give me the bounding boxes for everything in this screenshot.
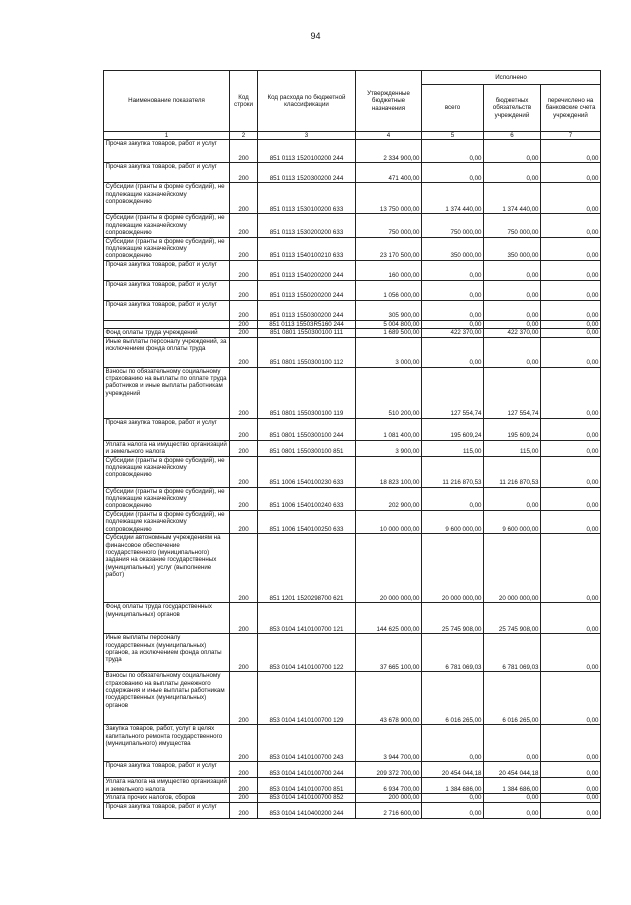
row-executed-transfer: 0,00	[541, 329, 601, 337]
row-approved: 5 004 800,00	[356, 320, 422, 328]
row-name: Субсидии (гранты в форме субсидий), не подлежащие казначейскому сопровождению	[104, 456, 230, 487]
row-executed-total: 0,00	[422, 320, 484, 328]
row-expense-code: 851 0113 1550200200 244	[258, 280, 356, 300]
row-approved: 1 056 000,00	[356, 280, 422, 300]
row-line-code: 200	[230, 163, 258, 183]
table-row	[104, 634, 601, 672]
row-executed-total: 25 745 908,00	[422, 603, 484, 634]
row-name: Прочая закупка товаров, работ и услуг	[104, 762, 230, 778]
row-executed-total: 1 374 440,00	[422, 183, 484, 214]
row-line-code: 200	[230, 337, 258, 367]
row-executed-total: 0,00	[422, 337, 484, 367]
row-line-code: 200	[230, 603, 258, 634]
row-expense-code: 853 0104 1410100700 851	[258, 778, 356, 794]
table-row	[104, 762, 601, 778]
row-executed-transfer: 0,00	[541, 440, 601, 456]
row-executed-transfer: 0,00	[541, 725, 601, 762]
row-executed-obligations: 1 384 686,00	[484, 778, 541, 794]
row-executed-total: 0,00	[422, 487, 484, 510]
row-approved: 2 716 600,00	[356, 802, 422, 818]
table-row	[104, 794, 601, 802]
header-name: Наименование показателя	[104, 71, 230, 132]
row-approved: 305 900,00	[356, 300, 422, 320]
row-approved: 160 000,00	[356, 260, 422, 280]
row-name: Прочая закупка товаров, работ и услуг	[104, 802, 230, 818]
row-executed-transfer: 0,00	[541, 163, 601, 183]
row-expense-code: 851 0113 1550300200 244	[258, 300, 356, 320]
row-executed-obligations: 6 781 069,03	[484, 634, 541, 672]
row-line-code: 200	[230, 237, 258, 260]
row-approved: 1 689 500,00	[356, 329, 422, 337]
row-approved: 3 000,00	[356, 337, 422, 367]
row-executed-total: 9 600 000,00	[422, 510, 484, 533]
row-executed-total: 6 016 265,00	[422, 672, 484, 725]
row-executed-obligations: 0,00	[484, 140, 541, 163]
row-executed-total: 0,00	[422, 725, 484, 762]
row-expense-code: 851 0801 1550300100 244	[258, 418, 356, 440]
row-executed-transfer: 0,00	[541, 418, 601, 440]
row-approved: 13 750 000,00	[356, 183, 422, 214]
row-expense-code: 851 0113 1530200200 633	[258, 214, 356, 237]
row-executed-transfer: 0,00	[541, 672, 601, 725]
row-executed-transfer: 0,00	[541, 183, 601, 214]
row-line-code: 200	[230, 260, 258, 280]
header-line-code: Код строки	[230, 71, 258, 132]
row-executed-total: 6 781 069,03	[422, 634, 484, 672]
row-expense-code: 851 1006 1540100240 633	[258, 487, 356, 510]
row-expense-code: 853 0104 1410100700 852	[258, 794, 356, 802]
row-line-code: 200	[230, 778, 258, 794]
row-name: Уплата налога на имущество организаций и земельного налога	[104, 440, 230, 456]
row-executed-total: 195 609,24	[422, 418, 484, 440]
row-name: Прочая закупка товаров, работ и услуг	[104, 260, 230, 280]
row-line-code: 200	[230, 634, 258, 672]
row-expense-code: 851 1006 1540100250 633	[258, 510, 356, 533]
row-name: Субсидии (гранты в форме субсидий), не подлежащие казначейскому сопровождению	[104, 183, 230, 214]
row-executed-total: 11 216 870,53	[422, 456, 484, 487]
row-name: Фонд оплаты труда учреждений	[104, 329, 230, 337]
row-line-code: 200	[230, 183, 258, 214]
row-executed-obligations: 0,00	[484, 300, 541, 320]
row-executed-total: 0,00	[422, 802, 484, 818]
row-expense-code: 853 0104 1410400200 244	[258, 802, 356, 818]
row-executed-obligations: 0,00	[484, 802, 541, 818]
column-number: 4	[356, 132, 422, 140]
header-total: всего	[422, 85, 484, 132]
row-executed-total: 422 370,00	[422, 329, 484, 337]
row-approved: 750 000,00	[356, 214, 422, 237]
column-number: 6	[484, 132, 541, 140]
column-number: 7	[541, 132, 601, 140]
row-name: Прочая закупка товаров, работ и услуг	[104, 163, 230, 183]
column-number: 2	[230, 132, 258, 140]
row-executed-obligations: 115,00	[484, 440, 541, 456]
row-executed-total: 20 454 044,18	[422, 762, 484, 778]
header-expense-code: Код расхода по бюджетной классификации	[258, 71, 356, 132]
budget-execution-table	[103, 70, 601, 819]
table-row	[104, 778, 601, 794]
row-executed-obligations: 6 016 265,00	[484, 672, 541, 725]
table-row	[104, 603, 601, 634]
table-row	[104, 534, 601, 603]
row-executed-transfer: 0,00	[541, 634, 601, 672]
row-approved: 144 625 000,00	[356, 603, 422, 634]
table-row	[104, 140, 601, 163]
row-executed-total: 0,00	[422, 260, 484, 280]
row-executed-transfer: 0,00	[541, 456, 601, 487]
row-executed-transfer: 0,00	[541, 510, 601, 533]
row-executed-obligations: 11 216 870,53	[484, 456, 541, 487]
table-row	[104, 418, 601, 440]
column-number: 1	[104, 132, 230, 140]
row-name: Субсидии (гранты в форме субсидий), не подлежащие казначейскому сопровождению	[104, 214, 230, 237]
row-name: Закупка товаров, работ, услуг в целях капитального ремонта государственного (муниципального) имущества	[104, 725, 230, 762]
row-executed-transfer: 0,00	[541, 794, 601, 802]
row-line-code: 200	[230, 510, 258, 533]
row-approved: 3 900,00	[356, 440, 422, 456]
row-line-code: 200	[230, 367, 258, 418]
page-number: 94	[310, 31, 321, 41]
row-executed-total: 0,00	[422, 140, 484, 163]
row-executed-transfer: 0,00	[541, 762, 601, 778]
row-executed-total: 0,00	[422, 280, 484, 300]
header-budget-obligations: бюджетных обязательств учреждений	[484, 85, 541, 132]
row-executed-transfer: 0,00	[541, 367, 601, 418]
row-executed-transfer: 0,00	[541, 778, 601, 794]
row-approved: 6 934 700,00	[356, 778, 422, 794]
row-expense-code: 853 0104 1410100700 122	[258, 634, 356, 672]
row-executed-obligations: 25 745 908,00	[484, 603, 541, 634]
row-executed-transfer: 0,00	[541, 487, 601, 510]
row-executed-total: 20 000 000,00	[422, 534, 484, 603]
row-expense-code: 853 0104 1410100700 244	[258, 762, 356, 778]
row-line-code: 200	[230, 802, 258, 818]
row-executed-obligations: 750 000,00	[484, 214, 541, 237]
row-line-code: 200	[230, 456, 258, 487]
row-expense-code: 851 1201 1520298700 621	[258, 534, 356, 603]
row-executed-obligations: 0,00	[484, 280, 541, 300]
row-expense-code: 851 0113 15503R5160 244	[258, 320, 356, 328]
row-expense-code: 853 0104 1410100700 129	[258, 672, 356, 725]
row-expense-code: 853 0104 1410100700 121	[258, 603, 356, 634]
row-executed-obligations: 0,00	[484, 725, 541, 762]
row-approved: 18 823 100,00	[356, 456, 422, 487]
row-name: Прочая закупка товаров, работ и услуг	[104, 140, 230, 163]
row-name: Прочая закупка товаров, работ и услуг	[104, 418, 230, 440]
row-approved: 23 170 500,00	[356, 237, 422, 260]
row-approved: 20 000 000,00	[356, 534, 422, 603]
row-approved: 209 372 700,00	[356, 762, 422, 778]
row-executed-transfer: 0,00	[541, 534, 601, 603]
table-row	[104, 300, 601, 320]
row-executed-obligations: 0,00	[484, 320, 541, 328]
row-approved: 510 200,00	[356, 367, 422, 418]
row-approved: 2 334 900,00	[356, 140, 422, 163]
row-expense-code: 851 0113 1540200200 244	[258, 260, 356, 280]
row-name: Иные выплаты персоналу государственных (муниципальных) органов, за исключением фонда оплаты труда	[104, 634, 230, 672]
row-executed-obligations: 422 370,00	[484, 329, 541, 337]
row-line-code: 200	[230, 280, 258, 300]
row-executed-obligations: 20 000 000,00	[484, 534, 541, 603]
row-executed-obligations: 9 600 000,00	[484, 510, 541, 533]
header-executed: Исполнено	[422, 71, 601, 85]
row-name: Уплата налога на имущество организаций и земельного налога	[104, 778, 230, 794]
row-executed-total: 127 554,74	[422, 367, 484, 418]
table-row	[104, 280, 601, 300]
header-approved: Утвержденные бюджетные назначения	[356, 71, 422, 132]
table-row	[104, 237, 601, 260]
row-executed-transfer: 0,00	[541, 320, 601, 328]
row-line-code: 200	[230, 418, 258, 440]
row-executed-transfer: 0,00	[541, 337, 601, 367]
row-line-code: 200	[230, 762, 258, 778]
table-row	[104, 725, 601, 762]
row-line-code: 200	[230, 725, 258, 762]
row-executed-obligations: 0,00	[484, 487, 541, 510]
row-expense-code: 851 1006 1540100230 633	[258, 456, 356, 487]
table-row	[104, 163, 601, 183]
row-executed-transfer: 0,00	[541, 140, 601, 163]
row-executed-total: 0,00	[422, 300, 484, 320]
row-name: Субсидии (гранты в форме субсидий), не подлежащие казначейскому сопровождению	[104, 510, 230, 533]
row-line-code: 200	[230, 794, 258, 802]
table-row	[104, 367, 601, 418]
row-executed-obligations: 20 454 044,18	[484, 762, 541, 778]
row-line-code: 200	[230, 214, 258, 237]
table-row	[104, 440, 601, 456]
row-approved: 10 000 000,00	[356, 510, 422, 533]
row-executed-obligations: 350 000,00	[484, 237, 541, 260]
row-name: Субсидии (гранты в форме субсидий), не подлежащие казначейскому сопровождению	[104, 487, 230, 510]
row-executed-transfer: 0,00	[541, 214, 601, 237]
row-expense-code: 851 0113 1520300200 244	[258, 163, 356, 183]
table-row	[104, 183, 601, 214]
row-line-code: 200	[230, 140, 258, 163]
row-name: Взносы по обязательному социальному страхованию на выплаты денежного содержания и иные выплаты работникам государственных (муниципальных) органов	[104, 672, 230, 725]
table-row	[104, 337, 601, 367]
row-line-code: 200	[230, 534, 258, 603]
table-row	[104, 320, 601, 328]
row-expense-code: 853 0104 1410100700 243	[258, 725, 356, 762]
table-row	[104, 510, 601, 533]
row-executed-total: 0,00	[422, 163, 484, 183]
row-executed-obligations: 0,00	[484, 163, 541, 183]
row-name: Прочая закупка товаров, работ и услуг	[104, 280, 230, 300]
row-executed-obligations: 0,00	[484, 337, 541, 367]
row-approved: 43 678 900,00	[356, 672, 422, 725]
row-executed-total: 0,00	[422, 794, 484, 802]
row-executed-transfer: 0,00	[541, 603, 601, 634]
row-line-code: 200	[230, 300, 258, 320]
row-line-code: 200	[230, 329, 258, 337]
row-executed-total: 115,00	[422, 440, 484, 456]
row-executed-transfer: 0,00	[541, 237, 601, 260]
row-name: Фонд оплаты труда государственных (муниципальных) органов	[104, 603, 230, 634]
row-executed-transfer: 0,00	[541, 260, 601, 280]
row-executed-transfer: 0,00	[541, 300, 601, 320]
row-expense-code: 851 0113 1540100210 633	[258, 237, 356, 260]
row-approved: 37 665 100,00	[356, 634, 422, 672]
row-line-code: 200	[230, 320, 258, 328]
row-line-code: 200	[230, 672, 258, 725]
row-expense-code: 851 0801 1550300100 112	[258, 337, 356, 367]
row-executed-obligations: 0,00	[484, 260, 541, 280]
table-row	[104, 329, 601, 337]
table-row	[104, 672, 601, 725]
row-executed-obligations: 1 374 440,00	[484, 183, 541, 214]
table-row	[104, 260, 601, 280]
table-row	[104, 214, 601, 237]
row-expense-code: 851 0113 1530100200 633	[258, 183, 356, 214]
row-executed-total: 750 000,00	[422, 214, 484, 237]
row-name: Субсидии (гранты в форме субсидий), не подлежащие казначейскому сопровождению	[104, 237, 230, 260]
header-bank-transfer: перечислено на банковские счета учреждений	[541, 85, 601, 132]
column-number: 3	[258, 132, 356, 140]
column-number: 5	[422, 132, 484, 140]
row-executed-total: 350 000,00	[422, 237, 484, 260]
row-name: Субсидии автономным учреждениям на финансовое обеспечение государственного (муниципального) задания на оказание государственных (муниципальных) услуг (выполнение работ)	[104, 534, 230, 603]
row-name: Уплата прочих налогов, сборов	[104, 794, 230, 802]
row-executed-transfer: 0,00	[541, 802, 601, 818]
row-expense-code: 851 0801 1550300100 851	[258, 440, 356, 456]
row-line-code: 200	[230, 487, 258, 510]
row-expense-code: 851 0801 1550300100 111	[258, 329, 356, 337]
row-approved: 200 000,00	[356, 794, 422, 802]
row-expense-code: 851 0113 1520100200 244	[258, 140, 356, 163]
table-row	[104, 487, 601, 510]
row-approved: 1 081 400,00	[356, 418, 422, 440]
row-executed-obligations: 0,00	[484, 794, 541, 802]
row-approved: 471 400,00	[356, 163, 422, 183]
row-executed-total: 1 384 686,00	[422, 778, 484, 794]
row-approved: 3 944 700,00	[356, 725, 422, 762]
row-line-code: 200	[230, 440, 258, 456]
row-name: Иные выплаты персоналу учреждений, за исключением фонда оплаты труда	[104, 337, 230, 367]
row-name: Прочая закупка товаров, работ и услуг	[104, 300, 230, 320]
row-name: Взносы по обязательному социальному страхованию на выплаты по оплате труда работников и иные выплаты работникам учреждений	[104, 367, 230, 418]
row-name	[104, 320, 230, 328]
row-executed-obligations: 195 609,24	[484, 418, 541, 440]
row-executed-transfer: 0,00	[541, 280, 601, 300]
row-approved: 202 900,00	[356, 487, 422, 510]
row-expense-code: 851 0801 1550300100 119	[258, 367, 356, 418]
table-row	[104, 456, 601, 487]
row-executed-obligations: 127 554,74	[484, 367, 541, 418]
table-row	[104, 802, 601, 818]
